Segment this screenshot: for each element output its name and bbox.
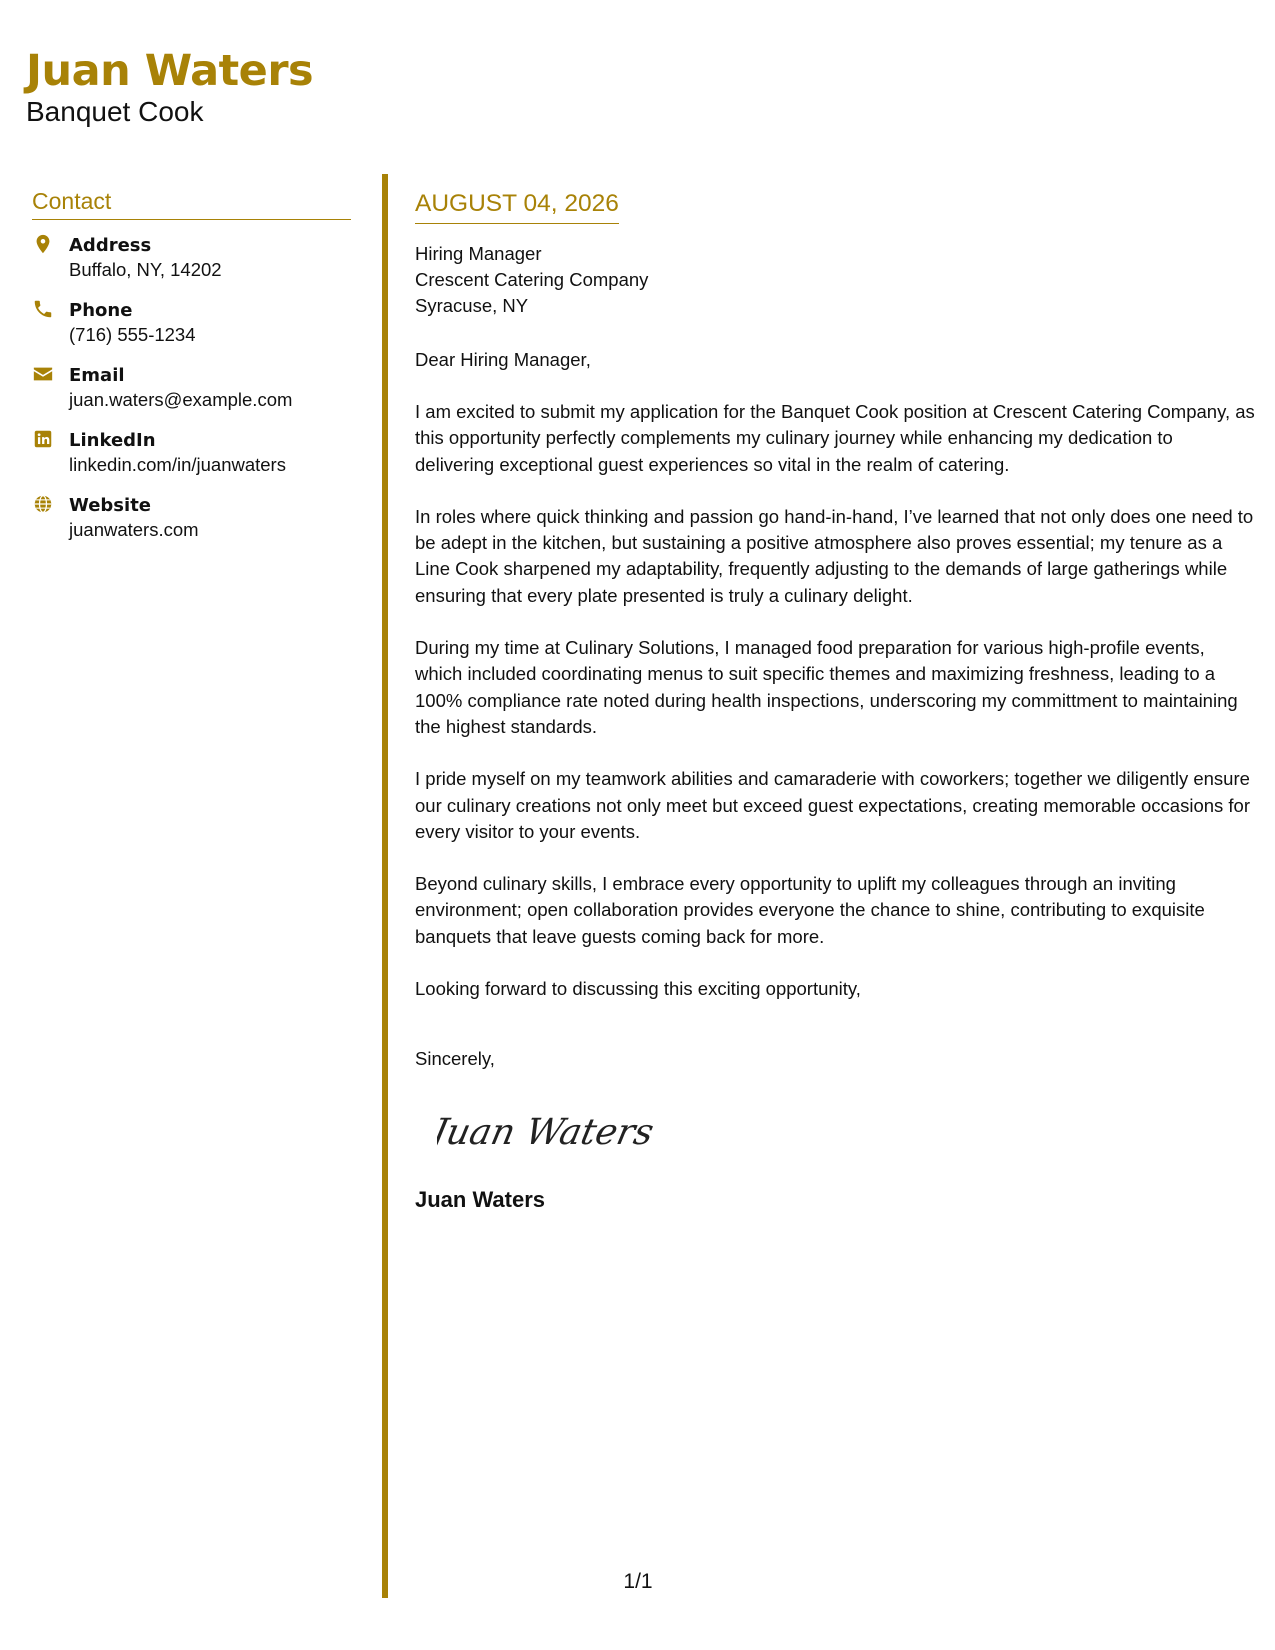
header	[26, 48, 313, 129]
email-label: Email	[69, 365, 125, 386]
letter-date: AUGUST 04, 2026	[415, 190, 619, 224]
vertical-divider	[382, 174, 388, 1598]
job-title: Banquet Cook	[26, 96, 204, 128]
address-value: Buffalo, NY, 14202	[69, 259, 222, 280]
applicant-name: Juan Waters	[26, 46, 314, 96]
recipient-line: Crescent Catering Company	[415, 269, 649, 290]
contact-item-website	[32, 494, 351, 542]
phone-icon	[32, 298, 54, 320]
signoff: Sincerely,	[415, 1048, 495, 1070]
phone-value: (716) 555-1234	[69, 324, 196, 345]
phone-label: Phone	[69, 300, 133, 321]
paragraph: I am excited to submit my application for the Banquet Cook position at Crescent Catering Company, as this opportunity perfectly complements my culinary journey while enhancing my dedication to delivering exceptional guest experiences so vital in the realm of catering.	[415, 401, 1255, 475]
recipient-line: Hiring Manager	[415, 243, 542, 264]
paragraph: I pride myself on my teamwork abilities and camaraderie with coworkers; together we diligently ensure our culinary creations not only meet but exceed guest expectations, creating memorable occasions for every visitor to your events.	[415, 768, 1251, 842]
map-pin-icon	[32, 233, 54, 255]
website-label: Website	[69, 495, 152, 516]
email-value: juan.waters@example.com	[69, 389, 293, 410]
paragraph: During my time at Culinary Solutions, I managed food preparation for various high-profile events, which included coordinating menus to suit specific themes and maximizing freshness, leading to a 100% compliance rate noted during health inspections, underscoring my committment to maintaining the highest standards.	[415, 637, 1238, 737]
salutation: Dear Hiring Manager,	[415, 349, 591, 370]
contact-item-address	[32, 234, 351, 282]
contact-heading: Contact	[32, 188, 351, 220]
linkedin-icon	[32, 428, 54, 450]
recipient-line: Syracuse, NY	[415, 295, 529, 316]
page-number: 1/1	[623, 1570, 653, 1593]
linkedin-label: LinkedIn	[69, 430, 156, 451]
letter-body	[415, 190, 1255, 1213]
contact-sidebar	[32, 188, 351, 559]
signature-text: Juan Waters	[437, 1110, 658, 1153]
contact-item-email	[32, 364, 351, 412]
signature-image	[437, 1102, 677, 1162]
contact-item-linkedin	[32, 429, 351, 477]
linkedin-value: linkedin.com/in/juanwaters	[69, 454, 286, 475]
address-label: Address	[69, 235, 152, 256]
paragraph: Beyond culinary skills, I embrace every opportunity to uplift my colleagues through an inviting environment; open collaboration provides everyone the chance to shine, contributing to exquisite banquets that leave guests coming back for more.	[415, 873, 1205, 947]
contact-item-phone	[32, 299, 351, 347]
closing-line: Looking forward to discussing this exciting opportunity,	[415, 978, 861, 1000]
globe-icon	[32, 493, 54, 515]
envelope-icon	[32, 363, 54, 385]
website-value: juanwaters.com	[69, 519, 199, 540]
recipient-block	[415, 241, 1255, 319]
signer-name: Juan Waters	[415, 1187, 546, 1213]
paragraph: In roles where quick thinking and passion go hand-in-hand, I’ve learned that not only does one need to be adept in the kitchen, but sustaining a positive atmosphere also proves essential; my tenure as a Line Cook sharpened my adaptability, frequently adjusting to the demands of large gatherings while ensuring that every plate presented is truly a culinary delight.	[415, 505, 1254, 606]
